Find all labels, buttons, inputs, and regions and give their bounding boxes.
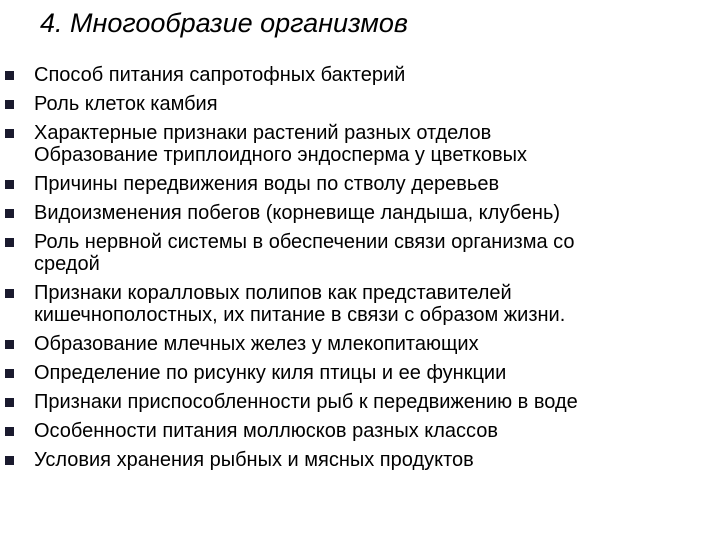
list-item (0, 420, 694, 442)
square-bullet-icon (5, 180, 14, 189)
list-item (0, 173, 694, 195)
square-bullet-icon (5, 209, 14, 218)
list-item-text: Роль клеток камбия (34, 93, 218, 115)
square-bullet-icon (5, 238, 14, 247)
list-item-text: Видоизменения побегов (корневище ландыша, клубень) (34, 202, 561, 224)
list-item-text: Признаки коралловых полипов как представителей (34, 282, 512, 304)
square-bullet-icon (5, 100, 14, 109)
list-item-text: Образование млечных желез у млекопитающих (34, 333, 479, 355)
list-item (0, 333, 694, 355)
square-bullet-icon (5, 289, 14, 298)
slide-title: 4. Многообразие организмов (40, 8, 408, 38)
list-item (0, 391, 694, 413)
list-item (0, 64, 694, 86)
list-item-text: Способ питания сапротофных бактерий (34, 64, 406, 86)
square-bullet-icon (5, 340, 14, 349)
list-item-text: Особенности питания моллюсков разных классов (34, 420, 498, 442)
square-bullet-icon (5, 398, 14, 407)
list-item-text: кишечнополостных, их питание в связи с образом жизни. (34, 304, 566, 326)
square-bullet-icon (5, 129, 14, 138)
list-item-text: средой (34, 253, 100, 275)
bullet-list (0, 64, 720, 478)
square-bullet-icon (5, 456, 14, 465)
list-item (0, 231, 694, 275)
list-item (0, 93, 694, 115)
list-item (0, 449, 694, 471)
list-item (0, 202, 694, 224)
list-item (0, 282, 694, 326)
square-bullet-icon (5, 369, 14, 378)
square-bullet-icon (5, 71, 14, 80)
list-item-text: Характерные признаки растений разных отделов (34, 122, 492, 144)
list-item (0, 122, 694, 166)
list-item-text: Определение по рисунку киля птицы и ее функции (34, 362, 507, 384)
square-bullet-icon (5, 427, 14, 436)
list-item-text: Образование триплоидного эндосперма у цветковых (34, 144, 528, 166)
list-item-text: Условия хранения рыбных и мясных продуктов (34, 449, 474, 471)
list-item-text: Признаки приспособленности рыб к передвижению в воде (34, 391, 578, 413)
list-item-text: Причины передвижения воды по стволу деревьев (34, 173, 500, 195)
list-item-text: Роль нервной системы в обеспечении связи организма со (34, 231, 575, 253)
list-item (0, 362, 694, 384)
